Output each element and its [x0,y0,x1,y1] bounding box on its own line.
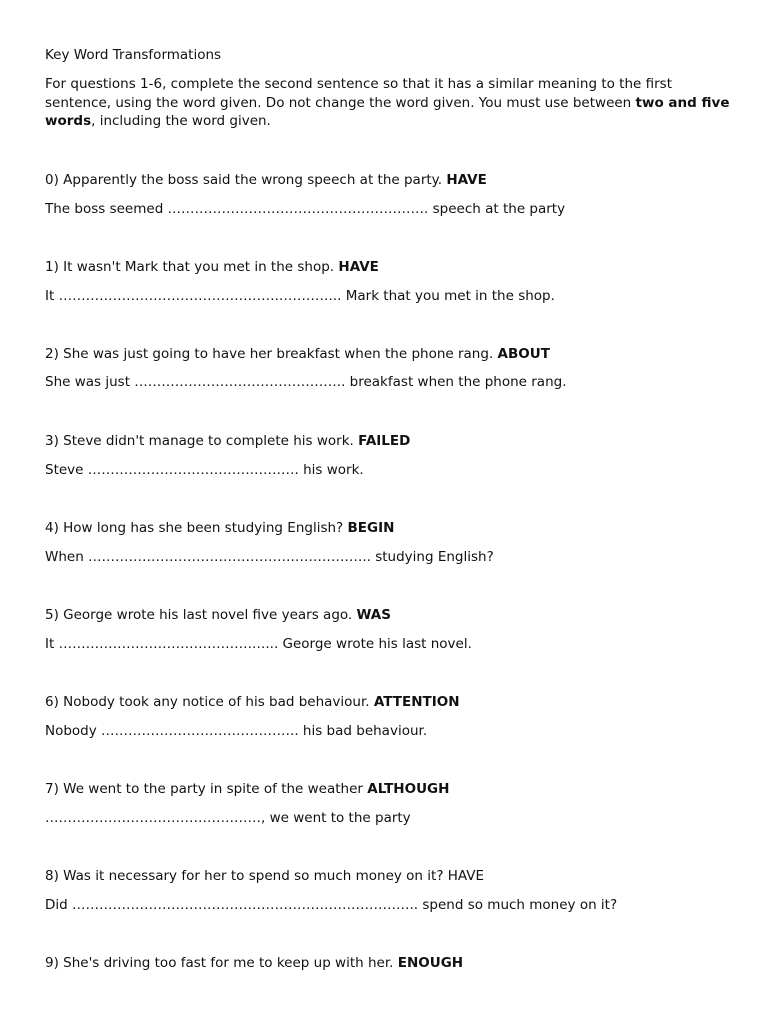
question-1-answer-line: It ………………………………………….………….. Mark that you met in the shop. [45,288,555,304]
question-5-answer-line: It …………………………………….…... George wrote his last novel. [45,636,472,652]
question-4-sentence: 4) How long has she been studying English? [45,520,348,536]
question-7-sentence: 7) We went to the party in spite of the weather [45,781,368,797]
question-5-keyword: WAS [356,607,391,623]
question-8-prompt [45,867,484,885]
question-2-sentence: 2) She was just going to have her breakfast when the phone rang. [45,346,498,362]
instructions [45,75,735,131]
question-6-prompt [45,693,460,711]
question-8-sentence: 8) Was it necessary for her to spend so much money on it? HAVE [45,868,485,884]
question-4-answer-line: When ……………………………………….…………….. studying English? [45,549,494,565]
instructions-text-before: For questions 1-6, complete the second sentence so that it has a similar meaning to the first sentence, using the word given. Do not change the word given. You must use between [45,76,672,111]
question-9-sentence: 9) She's driving too fast for me to keep up with her. [45,955,398,971]
question-5-sentence: 5) George wrote his last novel five years ago. [45,607,357,623]
question-9-prompt [45,954,463,972]
question-9-keyword: ENOUGH [397,955,464,971]
question-8-answer-line: Did ………………………………………………………………….. spend so much money on it? [45,897,618,913]
question-7-keyword: ALTHOUGH [367,781,450,797]
question-2-prompt [45,345,550,363]
question-1-prompt [45,258,379,276]
question-6-sentence: 6) Nobody took any notice of his bad behaviour. [45,694,374,710]
question-1-sentence: 1) It wasn't Mark that you met in the shop. [45,259,339,275]
question-4-prompt [45,519,394,537]
question-3-prompt [45,432,410,450]
question-4-keyword: BEGIN [347,520,395,536]
question-6-keyword: ATTENTION [373,694,460,710]
question-6-answer-line: Nobody …………………………………….. his bad behaviour. [45,723,428,739]
question-0-answer-line: The boss seemed …………………………………………………. speech at the party [45,201,566,217]
question-0-sentence: 0) Apparently the boss said the wrong speech at the party. [45,172,447,188]
question-3-sentence: 3) Steve didn't manage to complete his work. [45,433,359,449]
question-0-keyword: HAVE [446,172,487,188]
question-7-answer-line: …………………………………………, we went to the party [45,810,411,826]
worksheet-title: Key Word Transformations [45,47,222,63]
instructions-bold-range: two and five words [45,94,730,129]
question-0-prompt [45,171,487,189]
question-7-prompt [45,780,449,798]
question-5-prompt [45,606,391,624]
instructions-text-after: , including the word given. [91,113,271,129]
question-1-keyword: HAVE [338,259,379,275]
question-2-keyword: ABOUT [497,346,550,362]
question-2-answer-line: She was just ……………………………………….. breakfast when the phone rang. [45,374,567,390]
question-3-answer-line: Steve ……………………………….………. his work. [45,462,364,478]
question-3-keyword: FAILED [358,433,411,449]
